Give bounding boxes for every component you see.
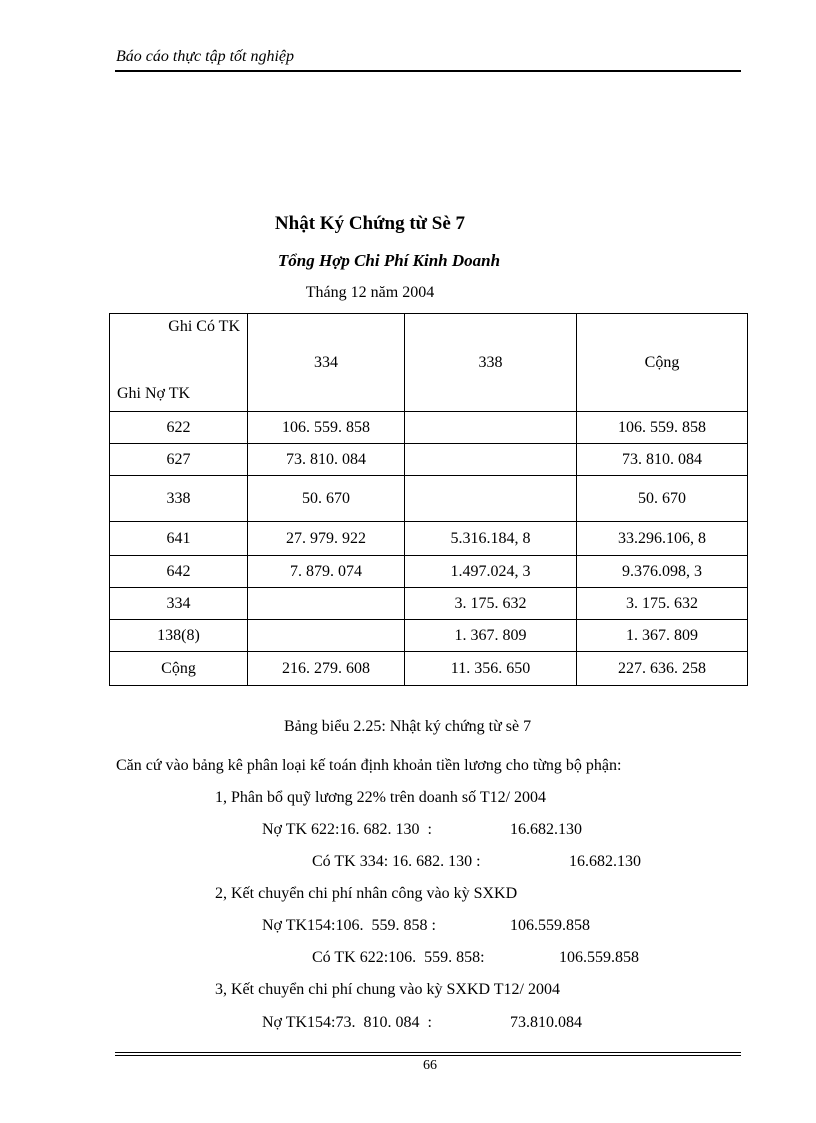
table-row xyxy=(110,620,748,652)
credit-label: Ghi Có TK xyxy=(168,318,240,335)
row-334: 27. 979. 922 xyxy=(248,522,405,556)
row-338: 1.497.024, 3 xyxy=(405,556,577,588)
header-rule xyxy=(115,70,741,72)
entry-1a-label: Nợ TK 622:16. 682. 130 : xyxy=(262,821,432,838)
header-col-334: 334 xyxy=(248,314,405,412)
journal-table xyxy=(109,313,748,686)
header-col-338: 338 xyxy=(405,314,577,412)
entry-3a-value: 73.810.084 xyxy=(510,1014,582,1031)
row-total: 1. 367. 809 xyxy=(577,620,748,652)
row-total: 9.376.098, 3 xyxy=(577,556,748,588)
row-334: 106. 559. 858 xyxy=(248,412,405,444)
table-row xyxy=(110,588,748,620)
table-row xyxy=(110,556,748,588)
row-334 xyxy=(248,620,405,652)
journal-period: Tháng 12 năm 2004 xyxy=(305,284,435,301)
table-total-row xyxy=(110,652,748,686)
row-338 xyxy=(405,444,577,476)
table-row xyxy=(110,476,748,522)
table-row xyxy=(110,412,748,444)
row-account: 334 xyxy=(110,588,248,620)
row-account: Cộng xyxy=(110,652,248,686)
entry-2a-value: 106.559.858 xyxy=(510,917,590,934)
row-334 xyxy=(248,588,405,620)
row-account: 338 xyxy=(110,476,248,522)
row-account: 138(8) xyxy=(110,620,248,652)
header-col-total: Cộng xyxy=(577,314,748,412)
row-total: 33.296.106, 8 xyxy=(577,522,748,556)
page-number: 66 xyxy=(423,1058,437,1073)
row-338: 5.316.184, 8 xyxy=(405,522,577,556)
row-account: 622 xyxy=(110,412,248,444)
entry-2a-label: Nợ TK154:106. 559. 858 : xyxy=(262,917,436,934)
item-3: 3, Kết chuyển chi phí chung vào kỳ SXKD T12/ 2004 xyxy=(215,981,560,998)
footer-rule xyxy=(115,1055,741,1056)
header-corner-cell xyxy=(110,314,248,412)
table-row xyxy=(110,522,748,556)
page-header: Báo cáo thực tập tốt nghiệp xyxy=(116,48,295,65)
row-total: 227. 636. 258 xyxy=(577,652,748,686)
row-total: 3. 175. 632 xyxy=(577,588,748,620)
table-row xyxy=(110,444,748,476)
row-334: 73. 810. 084 xyxy=(248,444,405,476)
item-1: 1, Phân bổ quỹ lương 22% trên doanh số T12/ 2004 xyxy=(215,789,547,806)
row-334: 50. 670 xyxy=(248,476,405,522)
row-338: 1. 367. 809 xyxy=(405,620,577,652)
entry-1b-value: 16.682.130 xyxy=(569,853,641,870)
row-338 xyxy=(405,476,577,522)
row-account: 642 xyxy=(110,556,248,588)
row-total: 106. 559. 858 xyxy=(577,412,748,444)
row-total: 73. 810. 084 xyxy=(577,444,748,476)
row-334: 216. 279. 608 xyxy=(248,652,405,686)
footer-rule xyxy=(115,1052,741,1053)
journal-subtitle: Tổng Hợp Chi Phí Kinh Doanh xyxy=(277,251,501,270)
entry-2b-label: Có TK 622:106. 559. 858: xyxy=(312,949,485,966)
journal-title: Nhật Ký Chứng từ Sè 7 xyxy=(274,213,466,234)
row-338 xyxy=(405,412,577,444)
row-total: 50. 670 xyxy=(577,476,748,522)
entry-1a-value: 16.682.130 xyxy=(510,821,582,838)
entry-1b-label: Có TK 334: 16. 682. 130 : xyxy=(312,853,481,870)
row-account: 627 xyxy=(110,444,248,476)
row-334: 7. 879. 074 xyxy=(248,556,405,588)
debit-label: Ghi Nợ TK xyxy=(117,385,191,402)
intro-paragraph: Căn cứ vào bảng kê phân loại kế toán định khoản tiền lương cho từng bộ phận: xyxy=(116,757,622,774)
table-header-row xyxy=(110,314,748,412)
table-caption: Bảng biểu 2.25: Nhật ký chứng từ sè 7 xyxy=(284,718,532,735)
entry-2b-value: 106.559.858 xyxy=(559,949,639,966)
row-338: 11. 356. 650 xyxy=(405,652,577,686)
row-338: 3. 175. 632 xyxy=(405,588,577,620)
entry-3a-label: Nợ TK154:73. 810. 084 : xyxy=(262,1014,432,1031)
row-account: 641 xyxy=(110,522,248,556)
item-2: 2, Kết chuyển chi phí nhân công vào kỳ SXKD xyxy=(215,885,518,902)
